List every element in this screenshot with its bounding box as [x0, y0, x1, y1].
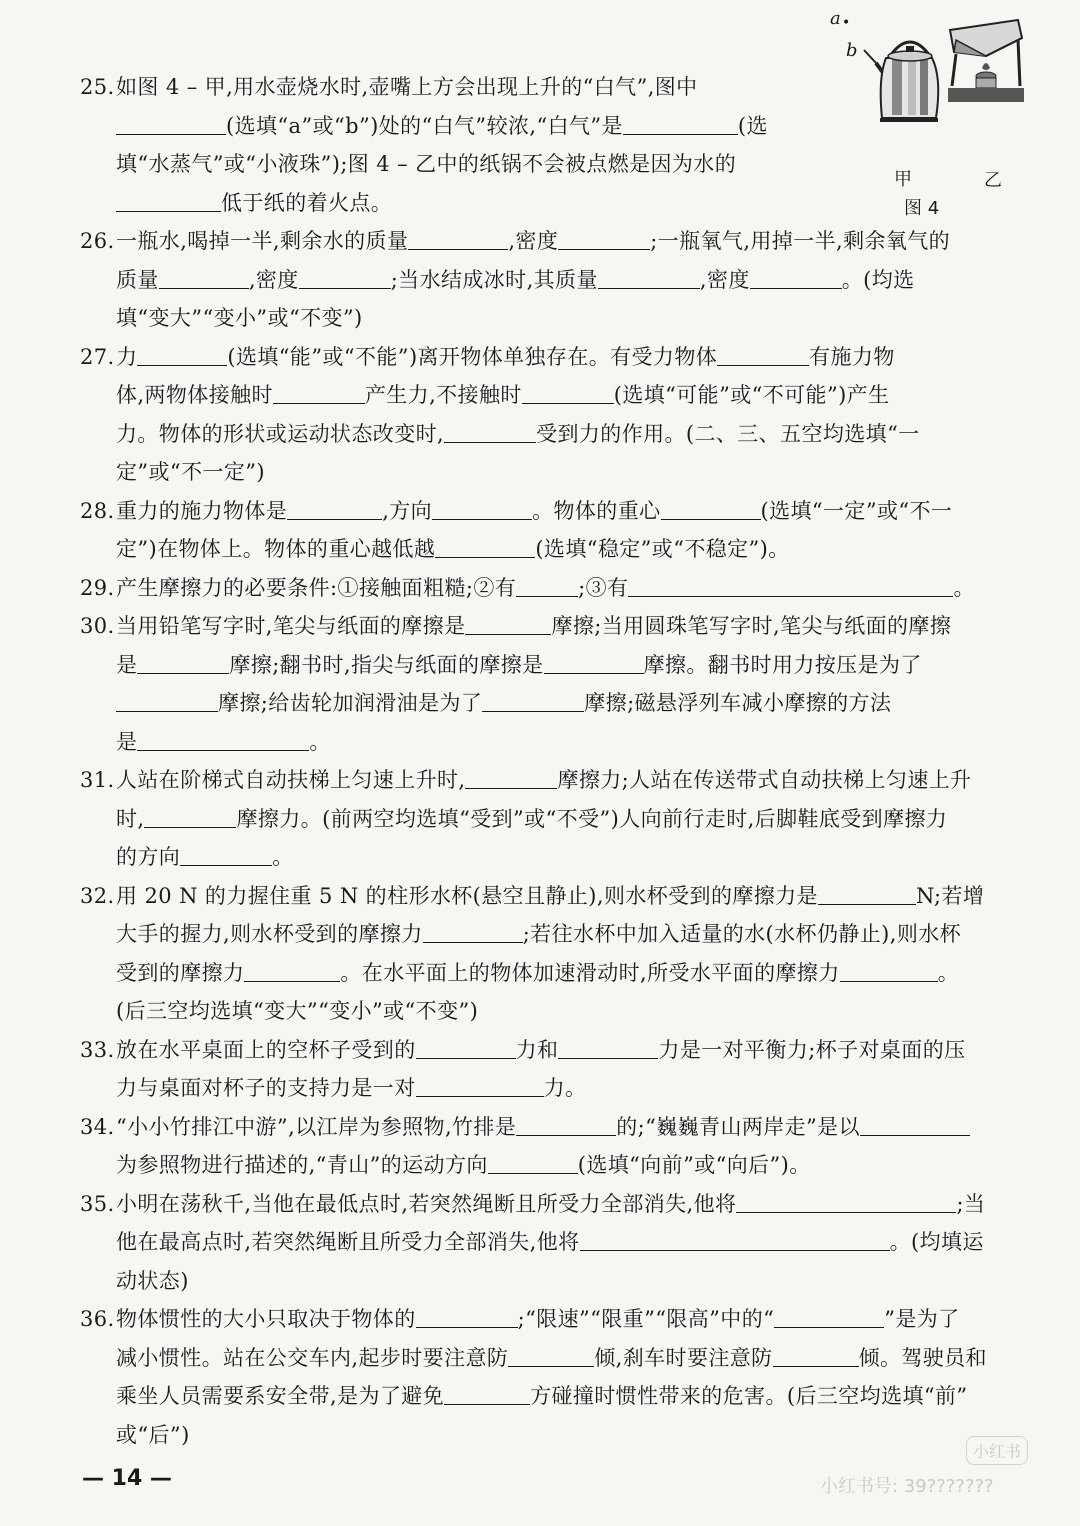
caption-jia: 甲 — [894, 169, 912, 190]
question-text: 人站在阶梯式自动扶梯上匀速上升时, — [116, 768, 466, 792]
question-line — [80, 761, 1030, 800]
question-line — [80, 1069, 1030, 1108]
question-text: (选 — [737, 113, 768, 138]
question-line — [80, 954, 1030, 993]
answer-blank[interactable] — [860, 1113, 970, 1136]
question-31 — [80, 761, 1030, 877]
question-text: 体,两物体接触时 — [116, 383, 273, 407]
question-text: 是 — [116, 652, 138, 677]
question-text: 。在水平面上的物体加速滑动时,所受水平面的摩擦力 — [340, 960, 840, 985]
question-line — [80, 800, 1030, 839]
question-text: 的方向 — [116, 845, 181, 869]
answer-blank[interactable] — [774, 1305, 884, 1328]
question-text: 大手的握力,则水杯受到的摩擦力 — [116, 922, 423, 946]
question-line — [80, 607, 1030, 646]
question-line — [80, 453, 1030, 492]
answer-blank[interactable] — [144, 805, 236, 828]
question-line — [80, 723, 1030, 762]
question-30 — [80, 607, 1030, 761]
question-text: 产生摩擦力的必要条件:①接触面粗糙;②有 — [116, 575, 517, 600]
question-line — [80, 1108, 1030, 1147]
question-text: 物体惯性的大小只取决于物体的 — [116, 1307, 416, 1331]
watermark-id: 小红书号: 39??????? — [820, 1476, 994, 1497]
question-text: 时, — [116, 806, 145, 831]
answer-blank[interactable] — [137, 343, 227, 366]
answer-blank[interactable] — [416, 1074, 544, 1097]
answer-blank[interactable] — [416, 1305, 518, 1328]
answer-blank[interactable] — [482, 689, 584, 712]
question-text: 减小惯性。站在公交车内,起步时要注意防 — [116, 1345, 509, 1370]
question-text: 。(均填运 — [889, 1230, 984, 1254]
answer-blank[interactable] — [423, 920, 523, 943]
answer-blank[interactable] — [408, 227, 508, 250]
answer-blank[interactable] — [818, 882, 916, 905]
question-text: 受到力的作用。(二、三、五空均选填“一 — [536, 421, 920, 446]
question-text: 质量 — [116, 267, 159, 292]
question-line — [80, 915, 1030, 954]
question-text: 力。 — [543, 1076, 587, 1100]
kettle-illustration — [858, 18, 958, 128]
question-text: 。 — [272, 845, 294, 869]
question-number: 33. — [80, 1037, 115, 1062]
question-line — [80, 569, 1030, 608]
question-28 — [80, 492, 1030, 569]
question-text: 填“水蒸气”或“小液珠”);图 4 – 乙中的纸锅不会被点燃是因为水的 — [116, 152, 737, 176]
answer-blank[interactable] — [159, 266, 249, 289]
question-text: 受到的摩擦力 — [116, 960, 245, 985]
question-text: 力和 — [515, 1037, 559, 1062]
watermark-logo: 小红书 — [966, 1436, 1028, 1465]
answer-blank[interactable] — [435, 535, 535, 558]
answer-blank[interactable] — [116, 189, 221, 212]
question-text: ;“限速”“限重”“限高”中的“ — [517, 1307, 775, 1331]
answer-blank[interactable] — [465, 766, 557, 789]
question-text: 放在水平桌面上的空杯子受到的 — [116, 1037, 416, 1062]
answer-blank[interactable] — [137, 651, 229, 674]
question-line — [80, 1416, 1030, 1455]
paper-pot-illustration — [946, 16, 1026, 106]
question-line — [80, 646, 1030, 685]
answer-blank[interactable] — [598, 266, 700, 289]
question-text: (选填“可能”或“不可能”)产生 — [613, 383, 890, 407]
question-line — [80, 1300, 1030, 1339]
question-line — [80, 261, 1030, 300]
question-line — [80, 338, 1030, 377]
worksheet-page — [80, 68, 1030, 1454]
question-line — [80, 877, 1030, 916]
question-number: 26. — [80, 229, 115, 253]
question-text: 动状态) — [116, 1268, 189, 1293]
question-number: 28. — [80, 498, 115, 523]
answer-blank[interactable] — [116, 689, 218, 712]
answer-blank[interactable] — [628, 574, 953, 597]
question-text: 摩擦力。(前两空均选填“受到”或“不受”)人向前行走时,后脚鞋底受到摩擦力 — [236, 806, 948, 831]
question-text: ,密度 — [508, 229, 559, 253]
question-text: 摩擦。翻书时用力按压是为了 — [643, 652, 922, 677]
question-number: 34. — [80, 1114, 115, 1139]
question-text: 重力的施力物体是 — [116, 498, 288, 523]
question-text: 摩擦;给齿轮加润滑油是为了 — [218, 691, 483, 715]
question-text: 。(均选 — [841, 267, 915, 292]
question-text: (选填“能”或“不能”)离开物体单独存在。有受力物体 — [227, 344, 718, 369]
answer-blank[interactable] — [137, 728, 309, 751]
question-text: 力是一对平衡力;杯子对桌面的压 — [658, 1037, 966, 1062]
question-36 — [80, 1300, 1030, 1454]
answer-blank[interactable] — [444, 1382, 530, 1405]
answer-blank[interactable] — [488, 1151, 578, 1174]
question-text: 摩擦;当用圆珠笔写字时,笔尖与纸面的摩擦 — [551, 614, 952, 638]
question-text: 力。物体的形状或运动状态改变时, — [116, 421, 445, 446]
question-text: 。物体的重心 — [532, 498, 661, 523]
question-line — [80, 1031, 1030, 1070]
answer-blank[interactable] — [840, 959, 938, 982]
question-text: ”是为了 — [884, 1307, 960, 1331]
question-line — [80, 1339, 1030, 1378]
question-line — [80, 1223, 1030, 1262]
caption-yi: 乙 — [984, 170, 1002, 191]
question-line — [80, 184, 1030, 223]
question-text: 。 — [937, 960, 960, 985]
question-text: (选填“向前”或“向后”)。 — [577, 1153, 811, 1177]
question-line — [80, 1377, 1030, 1416]
label-a: a — [830, 8, 841, 29]
answer-blank[interactable] — [558, 1036, 658, 1059]
answer-blank[interactable] — [465, 612, 551, 635]
question-line — [80, 1146, 1030, 1185]
answer-blank[interactable] — [750, 266, 842, 289]
question-text: (后三空均选填“变大”“变小”或“不变”) — [116, 999, 479, 1023]
answer-blank[interactable] — [736, 1190, 956, 1213]
answer-blank[interactable] — [516, 574, 578, 597]
answer-blank[interactable] — [558, 227, 650, 250]
question-text: ;当 — [956, 1191, 986, 1216]
question-text: ;一瓶氧气,用掉一半,剩余氧气的 — [650, 229, 951, 253]
question-text: 力 — [116, 344, 138, 369]
question-line — [80, 684, 1030, 723]
question-line — [80, 838, 1030, 877]
question-line — [80, 492, 1030, 531]
question-line — [80, 376, 1030, 415]
question-text: 小明在荡秋千,当他在最低点时,若突然绳断且所受力全部消失,他将 — [116, 1191, 737, 1216]
question-32 — [80, 877, 1030, 1031]
question-text: 倾。驾驶员和 — [858, 1345, 987, 1370]
answer-blank[interactable] — [580, 1228, 890, 1251]
question-number: 25. — [80, 75, 115, 99]
question-text: 当用铅笔写字时,笔尖与纸面的摩擦是 — [116, 614, 466, 638]
question-line — [80, 1262, 1030, 1301]
question-text: 方碰撞时惯性带来的危害。(后三空均选填“前” — [530, 1384, 968, 1408]
answer-blank[interactable] — [432, 497, 532, 520]
question-text: N;若增 — [915, 883, 985, 908]
question-text: (选填“a”或“b”)处的“白气”较浓,“白气”是 — [226, 113, 623, 138]
question-text: 定”)在物体上。物体的重心越低越 — [116, 537, 436, 561]
question-text: 一瓶水,喝掉一半,剩余水的质量 — [116, 229, 409, 253]
question-number: 32. — [80, 883, 115, 908]
question-text: ;当水结成冰时,其质量 — [390, 267, 598, 292]
answer-blank[interactable] — [623, 112, 738, 135]
question-text: 倾,刹车时要注意防 — [594, 1345, 773, 1370]
question-number: 29. — [80, 575, 115, 600]
answer-blank[interactable] — [522, 381, 614, 404]
answer-blank[interactable] — [661, 497, 761, 520]
question-text: 他在最高点时,若突然绳断且所受力全部消失,他将 — [116, 1230, 580, 1254]
question-text: 乘坐人员需要系安全带,是为了避免 — [116, 1384, 445, 1408]
answer-blank[interactable] — [416, 1036, 516, 1059]
question-text: (选填“一定”或“不一 — [760, 498, 953, 523]
question-line — [80, 1185, 1030, 1224]
question-text: 为参照物进行描述的,“青山”的运动方向 — [116, 1153, 488, 1177]
question-line — [80, 299, 1030, 338]
answer-blank[interactable] — [544, 651, 644, 674]
question-text: 产生力,不接触时 — [364, 383, 522, 407]
question-number: 31. — [80, 768, 115, 792]
question-number: 30. — [80, 614, 115, 638]
page-number: — 14 — — [82, 1466, 172, 1491]
question-text: ,密度 — [248, 267, 299, 292]
question-35 — [80, 1185, 1030, 1301]
answer-blank[interactable] — [508, 1344, 594, 1367]
answer-blank[interactable] — [516, 1113, 616, 1136]
question-34 — [80, 1108, 1030, 1185]
question-27 — [80, 338, 1030, 492]
question-text: 如图 4 – 甲,用水壶烧水时,壶嘴上方会出现上升的“白气”,图中 — [116, 75, 698, 99]
figure-title: 图 4 — [904, 198, 940, 219]
question-line — [80, 222, 1030, 261]
question-text: 或“后”) — [116, 1422, 190, 1447]
answer-blank[interactable] — [717, 343, 809, 366]
answer-blank[interactable] — [244, 959, 340, 982]
answer-blank[interactable] — [299, 266, 391, 289]
question-text: 摩擦;翻书时,指尖与纸面的摩擦是 — [229, 652, 544, 677]
question-text: ;若往水杯中加入适量的水(水杯仍静止),则水杯 — [522, 922, 962, 946]
question-text: 填“变大”“变小”或“不变”) — [116, 306, 363, 330]
question-26 — [80, 222, 1030, 338]
question-line — [80, 145, 1030, 184]
question-text: 力与桌面对杯子的支持力是一对 — [116, 1076, 416, 1100]
answer-blank[interactable] — [287, 497, 382, 520]
question-text: 定”或“不一定”) — [116, 460, 265, 484]
question-text: ,密度 — [699, 267, 750, 292]
figure-4: a • b 甲 乙 图 4 — [828, 0, 1028, 150]
question-text: 。 — [309, 729, 331, 754]
question-line — [80, 415, 1030, 454]
answer-blank[interactable] — [773, 1344, 859, 1367]
question-text: 。 — [953, 575, 975, 600]
label-b: b — [846, 40, 858, 61]
question-text: 是 — [116, 729, 138, 754]
question-number: 27. — [80, 344, 115, 369]
question-text: 摩擦力;人站在传送带式自动扶梯上匀速上升 — [557, 768, 972, 792]
answer-blank[interactable] — [116, 112, 226, 135]
question-line — [80, 530, 1030, 569]
answer-blank[interactable] — [273, 381, 365, 404]
question-text: 低于纸的着火点。 — [221, 190, 393, 215]
question-text: (选填“稳定”或“不稳定”)。 — [535, 537, 790, 561]
question-text: 有施力物 — [809, 344, 895, 369]
question-text: “小小竹排江中游”,以江岸为参照物,竹排是 — [116, 1114, 517, 1139]
question-text: 摩擦;磁悬浮列车减小摩擦的方法 — [584, 691, 892, 715]
question-text: 的;“巍巍青山两岸走”是以 — [616, 1114, 860, 1139]
question-number: 35. — [80, 1191, 115, 1216]
question-text: ;③有 — [578, 575, 629, 600]
answer-blank[interactable] — [180, 843, 272, 866]
question-number: 36. — [80, 1307, 115, 1331]
question-29 — [80, 569, 1030, 608]
question-text: 用 20 N 的力握住重 5 N 的柱形水杯(悬空且静止),则水杯受到的摩擦力是 — [116, 883, 818, 908]
question-text: ,方向 — [382, 498, 433, 523]
answer-blank[interactable] — [444, 420, 536, 443]
question-line — [80, 992, 1030, 1031]
question-33 — [80, 1031, 1030, 1108]
